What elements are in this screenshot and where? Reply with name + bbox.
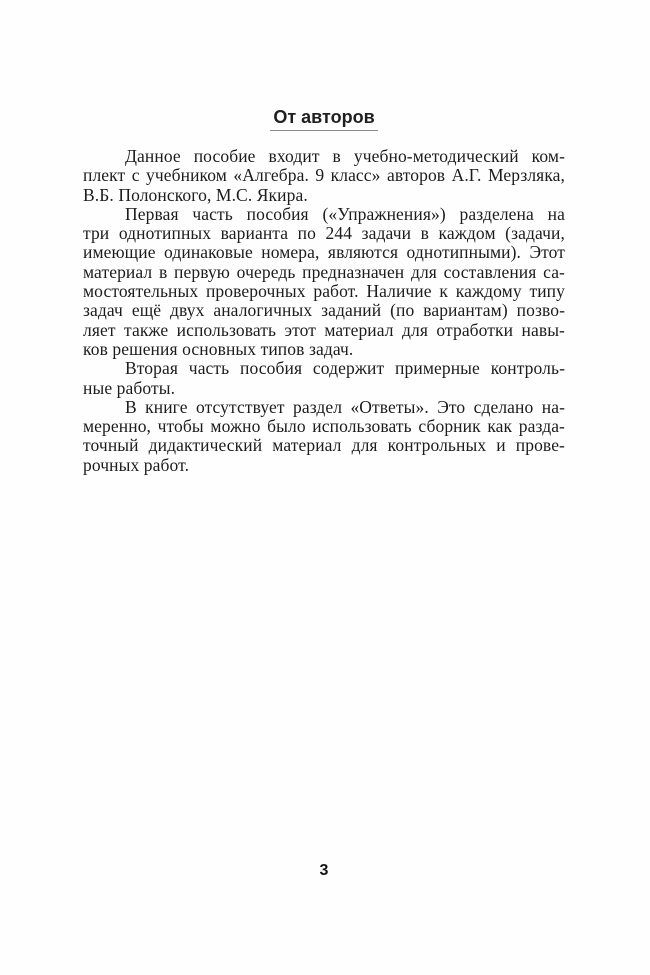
text-line: ные работы. [83,377,176,398]
text-line: Данное пособие входит в учебно-методический ком- [125,146,565,166]
text-line: Первая часть пособия («Упражнения») разделена на [125,203,565,224]
text-line: Вторая часть пособия содержит примерные контроль- [125,358,565,379]
page-title: От авторов [270,107,377,131]
text-line: ков решения основных типов задач. [83,338,354,359]
text-line: плект с учебником «Алгебра. 9 класс» авторов А.Г. Мерзляка, [83,165,565,186]
page-number: 3 [319,862,329,879]
text-line: имеющие одинаковые номера, являются однотипными). Этот [83,242,565,263]
body-text [83,147,565,475]
text-line: В книге отсутствует раздел «Ответы». Это сделано на- [125,396,565,417]
page-heading-container [83,107,565,131]
text-line: точный дидактический материал для контрольных и прове- [83,435,565,456]
text-line: мостоятельных проверочных работ. Наличие к каждому типу [83,281,565,302]
text-line: меренно, чтобы можно было использовать сборник как разда- [83,416,565,437]
text-line: три однотипных варианта по 244 задачи в каждом (задачи, [83,223,565,244]
text-line: В.Б. Полонского, М.С. Якира. [83,184,308,205]
text-line: задач ещё двух аналогичных заданий (по вариантам) позво- [83,300,565,321]
text-line: материал в первую очередь предназначен для составления са- [83,261,565,282]
text-line: рочных работ. [83,454,190,475]
text-line: ляет также использовать этот материал для отработки навы- [83,319,565,340]
